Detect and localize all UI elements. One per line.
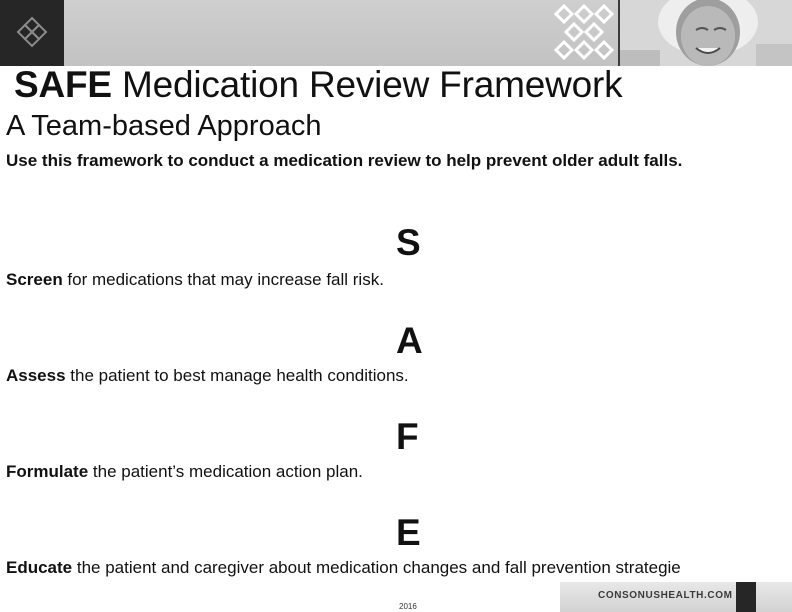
title-rest: Medication Review Framework bbox=[111, 64, 623, 105]
step-assess bbox=[6, 365, 409, 387]
step-keyword: Screen bbox=[6, 270, 63, 289]
step-text: the patient and caregiver about medication changes and fall prevention strategie bbox=[72, 558, 681, 577]
step-keyword: Formulate bbox=[6, 462, 89, 481]
step-keyword: Assess bbox=[6, 366, 66, 385]
step-letter-a: A bbox=[396, 320, 423, 361]
footer-year: 2016 bbox=[399, 602, 417, 611]
step-letter-e: E bbox=[396, 512, 421, 553]
logo bbox=[0, 0, 64, 66]
step-text: for medications that may increase fall risk. bbox=[62, 270, 384, 289]
step-formulate bbox=[6, 461, 363, 483]
step-letter-s: S bbox=[396, 222, 421, 263]
intro-text: Use this framework to conduct a medication review to help prevent older adult falls. bbox=[6, 151, 683, 170]
step-text: the patient’s medication action plan. bbox=[88, 462, 363, 481]
leaf-pattern-icon bbox=[548, 0, 618, 66]
footer-divider bbox=[736, 582, 756, 612]
step-letter-f: F bbox=[396, 416, 419, 457]
title-emphasis: SAFE bbox=[14, 64, 112, 105]
smiling-older-woman-photo bbox=[620, 0, 792, 66]
page-subtitle: A Team-based Approach bbox=[6, 110, 322, 142]
step-screen bbox=[6, 269, 384, 291]
footer-brand: CONSONUSHEALTH.COM bbox=[598, 590, 733, 601]
leaf-cluster-icon bbox=[16, 16, 48, 48]
step-text: the patient to best manage health conditions. bbox=[65, 366, 409, 385]
page-title bbox=[14, 64, 622, 106]
step-educate bbox=[6, 557, 681, 579]
step-keyword: Educate bbox=[6, 558, 73, 577]
